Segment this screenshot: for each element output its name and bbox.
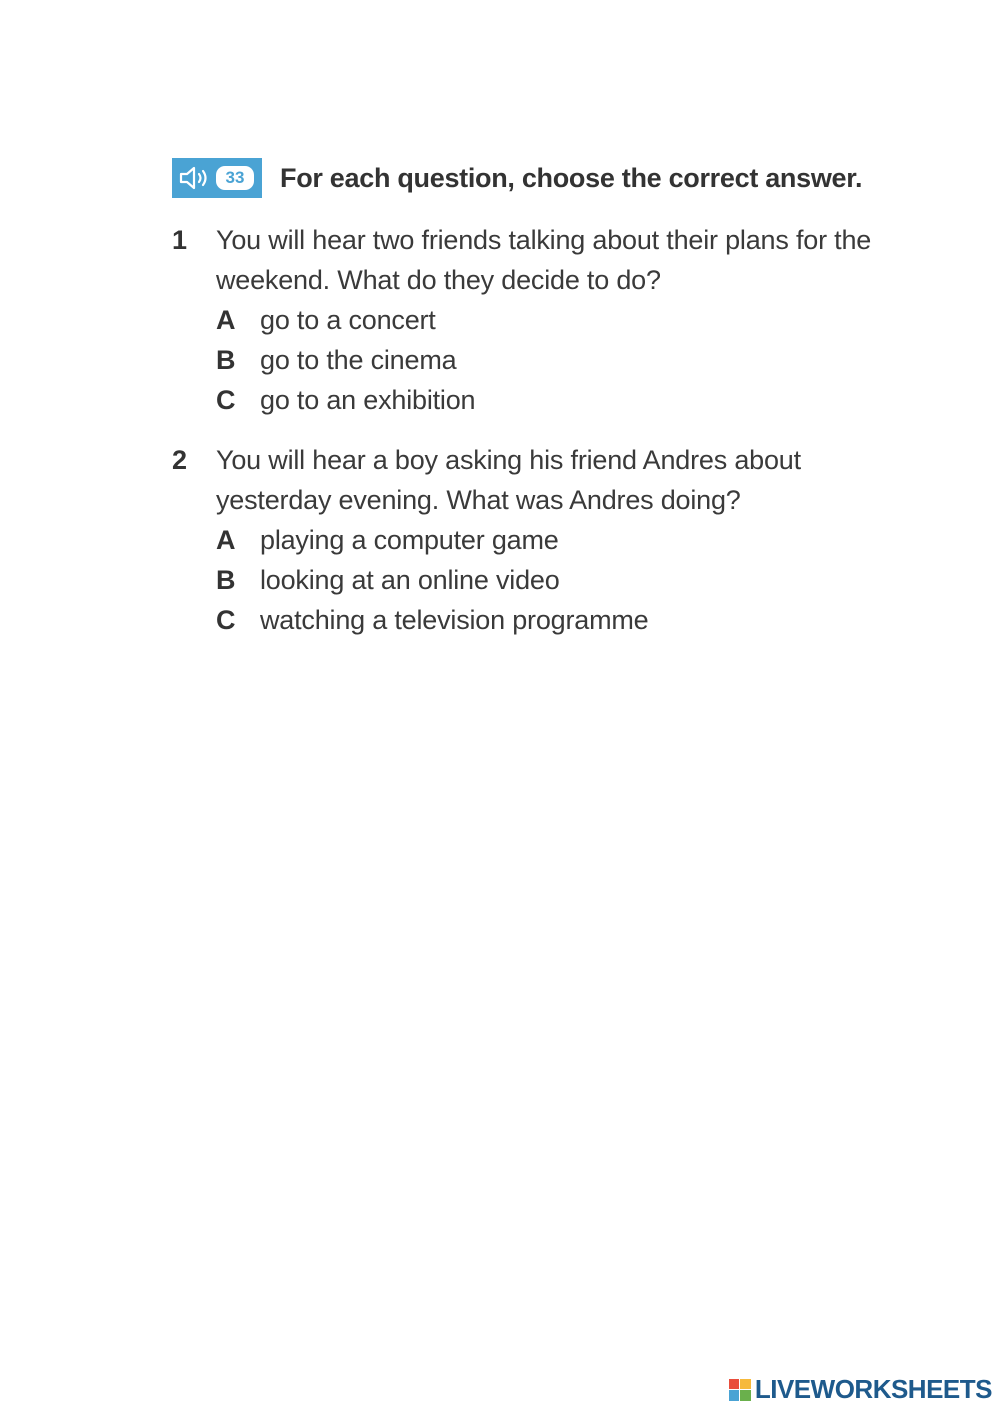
option-b[interactable]	[216, 560, 892, 600]
logo-grid-icon	[729, 1379, 751, 1401]
option-a[interactable]	[216, 520, 892, 560]
option-letter: A	[216, 305, 236, 335]
option-letter: C	[216, 385, 236, 415]
option-text: go to the cinema	[260, 345, 457, 375]
audio-track-badge[interactable]	[172, 158, 262, 198]
question-number: 2	[172, 445, 188, 475]
track-number: 33	[216, 166, 254, 190]
option-text: go to an exhibition	[260, 385, 476, 415]
option-b[interactable]	[216, 340, 892, 380]
option-text: go to a concert	[260, 305, 436, 335]
option-text: looking at an online video	[260, 565, 560, 595]
question-number: 1	[172, 225, 188, 255]
option-letter: B	[216, 345, 236, 375]
logo-text: LIVEWORKSHEETS	[754, 1374, 992, 1404]
option-letter: A	[216, 525, 236, 555]
option-text: watching a television programme	[260, 605, 649, 635]
question-text: You will hear a boy asking his friend Andres about yesterday evening. What was Andres doing?	[216, 445, 801, 515]
option-text: playing a computer game	[260, 525, 559, 555]
question-text: You will hear two friends talking about their plans for the weekend. What do they decide to do?	[216, 225, 872, 295]
speaker-icon	[178, 165, 212, 191]
liveworksheets-logo	[729, 1374, 992, 1405]
answer-options	[216, 300, 892, 420]
option-a[interactable]	[216, 300, 892, 340]
option-c[interactable]	[216, 600, 892, 640]
question-1	[172, 220, 892, 420]
option-letter: C	[216, 605, 236, 635]
instruction-text: For each question, choose the correct answer.	[280, 162, 863, 193]
answer-options	[216, 520, 892, 640]
option-letter: B	[216, 565, 236, 595]
exercise-header	[172, 158, 862, 198]
option-c[interactable]	[216, 380, 892, 420]
question-2	[172, 440, 892, 640]
